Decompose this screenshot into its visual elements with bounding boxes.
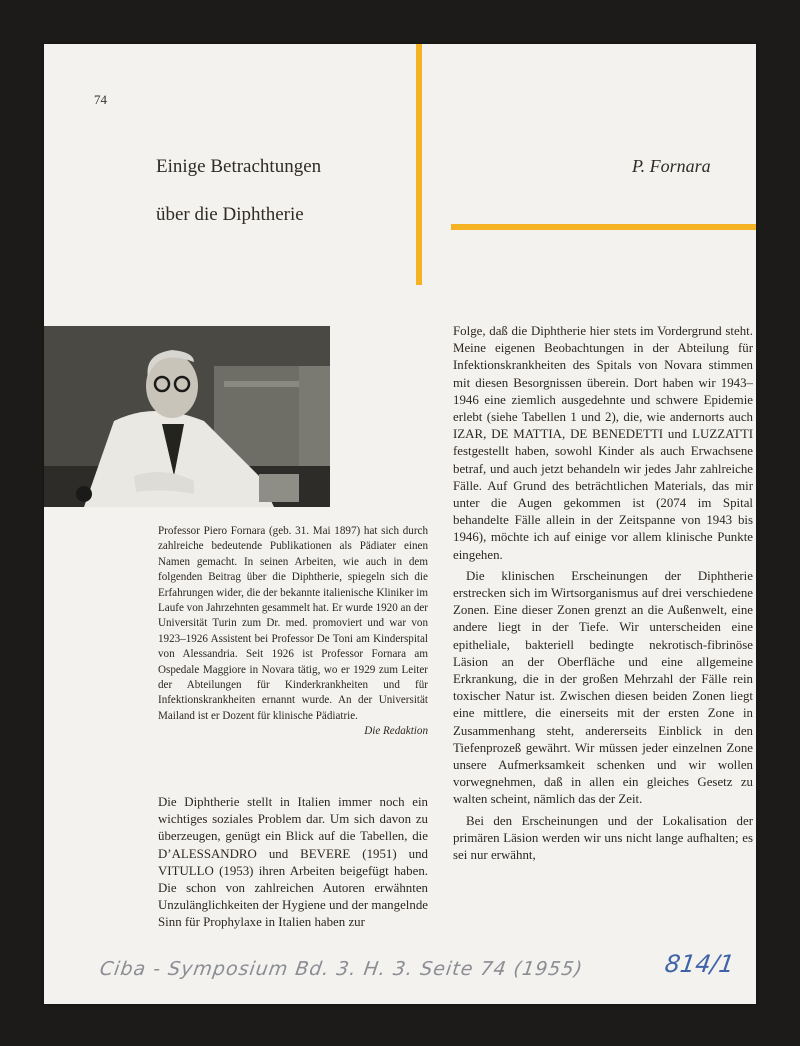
article-title-line-1: Einige Betrachtungen — [156, 156, 322, 177]
handwritten-archive-code: 814/1 — [663, 950, 737, 978]
document-page — [44, 44, 756, 1004]
portrait-caption — [158, 524, 428, 740]
body-column-left — [158, 794, 428, 932]
body-paragraph: Folge, daß die Diphtherie hier stets im Vordergrund steht. Meine eigenen Beobachtungen in der Abteilung für Infektionskrankheiten des Spitals von Novara stimmen mit diesen Besorgnissen überein. Dort haben wir 1943–1946 eine ziemlich ausgedehnte und schwere Epidemie erlebt (siehe Tabellen 1 und 2), die, wie andernorts auch IZAR, DE MATTIA, DE BENEDETTI und LUZZATTI festgestellt haben, sowohl Kinder als auch Erwachsene betraf, und auch jetzt behandeln wir jedes Jahr zahlreiche Fälle. Auf Grund des beträchtlichen Materials, das mir unter die Augen gekommen ist (2074 im Spital behandelte Fälle allein in der Zeitspanne von 1943 bis 1946), möchte ich auf einige vor allem klinische Punkte eingehen. — [453, 324, 753, 562]
body-paragraph: Die klinischen Erscheinungen der Diphtherie erstrecken sich im Wirtsorganismus auf drei verschiedene Zonen. Eine dieser Zonen grenzt an die Außenwelt, eine andere liegt in der Tiefe. Wir unterscheiden eine epitheliale, bakteriell bedingte nekrotisch-fibrinöse Läsion an der Oberfläche und eine allgemeine Erkrankung, die in der großen Mehrzahl der Fälle rein toxischer Natur ist. Zwischen diesen beiden Zonen liegt eine mittlere, die einerseits mit der ersten Zone in Zusammenhang steht, andererseits Einblick in den Tiefenprozeß gewährt. Wir müssen jeder einzelnen Zone unsere Aufmerksamkeit schenken und wir wollen vorwegnehmen, daß in allen ein gleiches Gesetz zu walten scheint, nämlich das der Zeit. — [453, 568, 753, 807]
accent-bar-vertical — [416, 44, 422, 285]
article-author: P. Fornara — [632, 156, 711, 176]
body-paragraph: Die Diphtherie stellt in Italien immer noch ein wichtiges soziales Problem dar. Um sich davon zu überzeugen, genügt ein Blick auf die Tabellen, die D’ALESSANDRO und BEVERE (1951) und VITULLO (1953) ihren Arbeiten beigefügt haben. Die schon von zahlreichen Autoren erwähnten Unzulänglichkeiten der Hygiene und der mangelnde Sinn für Prophylaxe in Italien haben zur — [158, 795, 428, 930]
handwritten-source-note: Ciba - Symposium Bd. 3. H. 3. Seite 74 (1955) — [98, 958, 585, 980]
caption-signature: Die Redaktion — [364, 725, 428, 738]
author-portrait-photo — [44, 326, 330, 507]
body-column-right — [453, 323, 753, 864]
page-number: 74 — [94, 92, 107, 107]
body-paragraph: Bei den Erscheinungen und der Lokalisation der primären Läsion werden wir uns nicht lange aufhalten; es sei nur erwähnt, — [453, 813, 753, 863]
accent-bar-horizontal — [451, 224, 756, 230]
portrait-illustration — [44, 326, 330, 507]
caption-text: Professor Piero Fornara (geb. 31. Mai 1897) hat sich durch zahlreiche bedeutende Publikationen als Pädiater einen Namen gemacht. In seinen Arbeiten, wie auch in dem folgenden Beitrag über die Diphtherie, spiegeln sich die Erfahrungen wider, die der bekannte italienische Kliniker im Laufe von Jahrzehnten gesammelt hat. Er wurde 1920 an der Universität Turin zum Dr. med. promoviert und war von 1923–1926 Assistent bei Professor De Toni am Kinderspital von Alessandria. Seit 1926 ist Professor Fornara am Ospedale Maggiore in Novara tätig, wo er 1929 zum Leiter der Abteilungen für Kinderkrankheiten und für Infektionskrankheiten ernannt wurde. An der Universität Mailand ist er Dozent für klinische Pädiatrie. — [158, 525, 428, 722]
article-title-line-2: über die Diphtherie — [156, 204, 304, 225]
